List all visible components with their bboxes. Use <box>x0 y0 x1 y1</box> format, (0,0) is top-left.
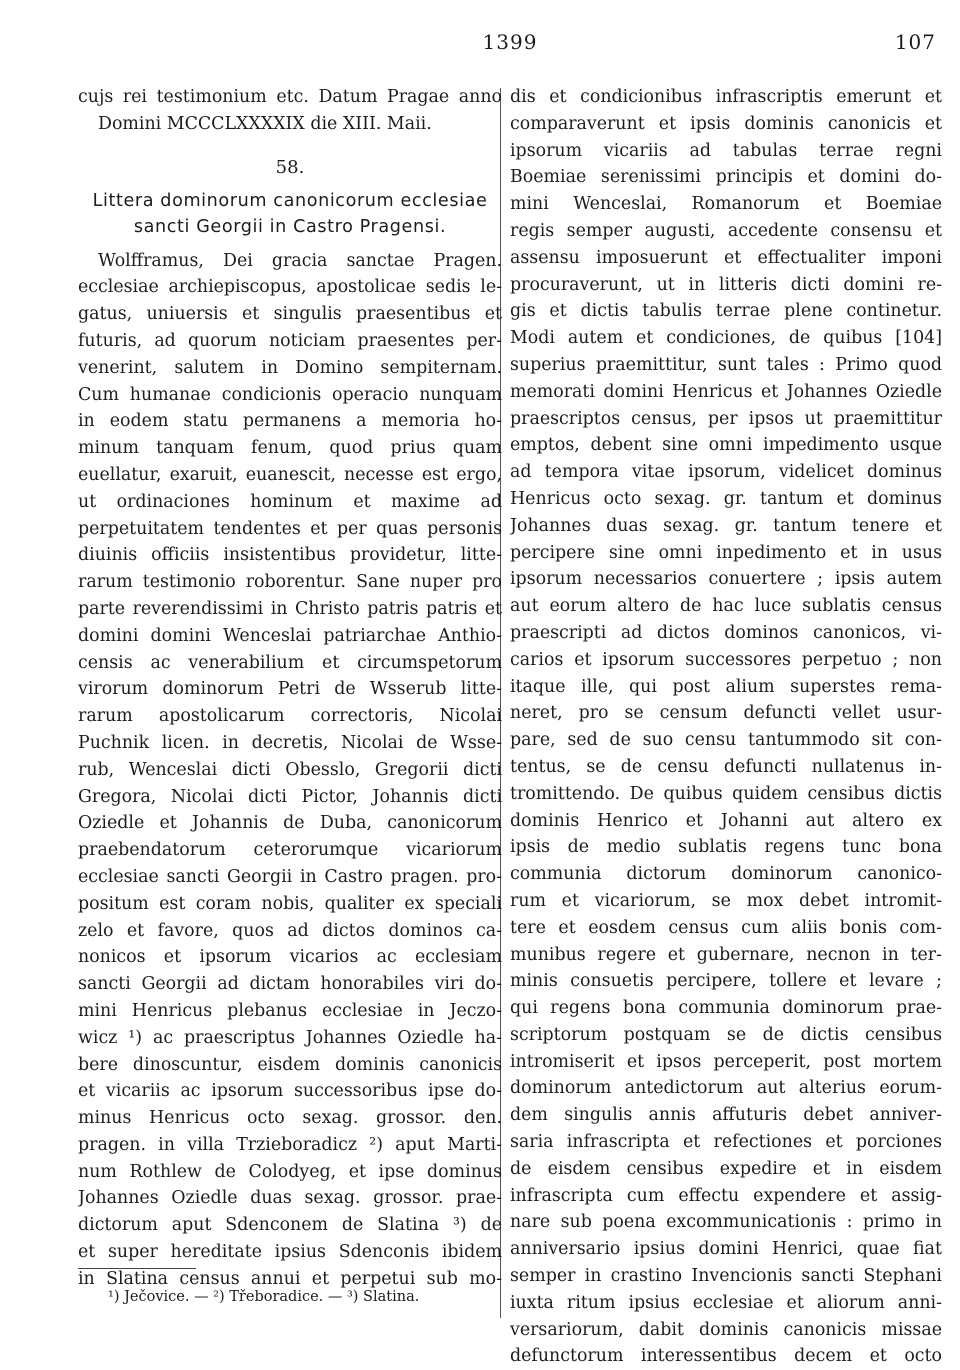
document-title-line: sancti Georgii in Castro Pragensi. <box>133 216 447 237</box>
text-line: intromiserit et ipsos perceperit, post mortem <box>510 1051 942 1072</box>
left-column <box>78 84 502 1293</box>
text-line: ipsorum vicariis ad tabulas terrae regni <box>510 140 942 161</box>
text-line: dominis Henrico et Johanni aut altero ex <box>510 810 942 831</box>
text-line: procuraverunt, ut in litteris dicti domini re- <box>510 274 942 295</box>
text-line: futuris, ad quorum noticiam praesentes per- <box>78 330 502 351</box>
text-line: gatus, uniuersis et singulis praesentibus et <box>78 304 502 325</box>
text-line: Oziedle et Johannis de Duba, canonicorum <box>78 813 502 834</box>
text-line: et super hereditate ipsius Sdenconis ibidem <box>78 1242 502 1263</box>
text-line: et vicariis ac ipsorum successoribus ipse do- <box>78 1081 502 1102</box>
text-line: tere et eosdem census cum aliis bonis com- <box>510 917 942 938</box>
text-line: Cum humanae condicionis operacio nunquam <box>78 384 502 405</box>
text-line: rum et vicariorum, se mox debet intromit- <box>510 890 942 911</box>
text-line: num Rothlew de Colodyeg, et ipse dominus <box>78 1161 502 1182</box>
text-line: nonicos et ipsorum vicarios ac ecclesiam <box>78 947 502 968</box>
left-body-text <box>78 248 502 1293</box>
text-line: mini Henricus plebanus ecclesiae in Jeczo- <box>78 1000 502 1021</box>
text-line: bere dinoscuntur, eisdem dominis canonicis <box>78 1054 502 1075</box>
title-gap <box>78 240 502 248</box>
text-line: praebendatorum ceterorumque vicariorum <box>78 840 502 861</box>
text-line: censis ac venerabilium et circumspetorum <box>78 652 502 673</box>
text-line: pare, sed de suo censu tantummodo sit con- <box>510 730 942 751</box>
text-line: emptos, debent sine omni impedimento usque <box>510 435 942 456</box>
text-line: praescriptos census, per ipsos ut praemittitur <box>510 408 942 429</box>
text-line: euellatur, exaruit, euanescit, necesse est ergo, <box>78 464 502 485</box>
text-line: Johannes Oziedle duas sexag. grossor. prae- <box>78 1188 502 1209</box>
text-line: praescripti ad dictos dominos canonicos, vi- <box>510 622 942 643</box>
text-line: infrascripta cum effectu expendere et assig- <box>510 1185 942 1206</box>
intro-line: Domini MCCCLXXXXIX die XIII. Maii. <box>98 113 432 134</box>
text-line: rarum testimonio roborentur. Sane nuper pro <box>78 572 502 593</box>
page-number: 107 <box>894 30 936 54</box>
text-line: minis consuetis percipere, tollere et levare ; <box>510 971 942 992</box>
text-line: qui regens bona communia dominorum prae- <box>510 998 942 1019</box>
text-line: Modi autem et condiciones, de quibus [104] <box>510 328 942 349</box>
text-line: diuinis officiis insistentibus providetur, litte- <box>78 545 502 566</box>
text-line: anniversario ipsius domini Henrici, quae fiat <box>510 1239 942 1260</box>
text-line: memorati domini Henricus et Johannes Oziedle <box>510 381 942 402</box>
text-line: zelo et favore, quos ad dictos dominos ca- <box>78 920 502 941</box>
text-line: assensu imposuerunt et effectualiter imponi <box>510 247 942 268</box>
text-line: parte reverendissimi in Christo patris patris et <box>78 598 502 619</box>
text-line: dominorum antedictorum aut alterius eorum- <box>510 1078 942 1099</box>
text-line: domini domini Wenceslai patriarchae Anthio- <box>78 625 502 646</box>
text-line: Henricus octo sexag. gr. tantum et dominus <box>510 488 942 509</box>
text-line: ecclesiae archiepiscopus, apostolicae sedis le- <box>78 277 502 298</box>
text-line: gis et dictis tabulis terrae plene continetur. <box>510 301 942 322</box>
text-line: dis et condicionibus infrascriptis emerunt et <box>510 87 942 107</box>
text-line: rub, Wenceslai dicti Obesslo, Gregorii dicti <box>78 759 502 780</box>
text-line: aut eorum altero de hac luce sublatis census <box>510 596 942 617</box>
text-line: minus Henricus octo sexag. grossor. den. <box>78 1108 502 1129</box>
text-line: Johannes duas sexag. gr. tantum tenere et <box>510 515 942 536</box>
text-line: tromittendo. De quibus quidem censibus dictis <box>510 783 942 804</box>
text-line: iuxta ritum ipsius ecclesiae et aliorum anni- <box>510 1292 942 1313</box>
text-line: in eodem statu permanens a memoria ho- <box>78 411 502 432</box>
text-line: semper in crastino Invencionis sancti Stephani <box>510 1266 942 1287</box>
text-line: ipsorum necessarios conuertere ; ipsis autem <box>510 569 942 590</box>
text-line: positum est coram nobis, qualiter ex speciali <box>78 893 502 914</box>
footnotes: ¹) Ječovice. — ²) Třeboradice. — ³) Slatina. <box>108 1289 420 1305</box>
text-line: de eisdem censibus expedire et in eisdem <box>510 1158 942 1179</box>
document-title-line: Littera dominorum canonicorum ecclesiae <box>92 190 488 211</box>
right-column <box>510 84 942 1370</box>
text-line: munibus regere et gubernare, necnon in ter- <box>510 944 942 965</box>
text-line: mini Wenceslai, Romanorum et Boemiae <box>510 194 942 215</box>
running-header-year: 1399 <box>482 30 538 54</box>
text-line: venerint, salutem in Domino sempiternam. <box>78 357 502 378</box>
text-line: wicz ¹) ac praescriptus Johannes Oziedle ha- <box>78 1027 502 1048</box>
text-line: dem singulis annis affuturis debet anniver- <box>510 1105 942 1126</box>
text-line: scriptorum postquam se de dictis censibus <box>510 1024 942 1045</box>
text-line: communia dictorum dominorum canonico- <box>510 864 942 885</box>
text-line: dictorum aput Sdenconem de Slatina ³) de <box>78 1215 502 1236</box>
intro-line: cujs rei testimonium etc. Datum Pragae anno <box>78 87 502 107</box>
text-line: nare sub poena excommunicationis : primo in <box>510 1212 942 1233</box>
text-line: minum tanquam fenum, quod prius quam <box>78 438 502 459</box>
right-body-text <box>510 84 942 1370</box>
text-line: neret, pro se censum defuncti vellet usur- <box>510 703 942 724</box>
text-line: itaque ille, qui post alium superstes rema- <box>510 676 942 697</box>
text-line: Puchnik licen. in decretis, Nicolai de Wsse- <box>78 732 502 753</box>
text-line: tentus, se de censu defuncti nullatenus in- <box>510 756 942 777</box>
text-line: defunctorum interessentibus decem et octo <box>510 1346 942 1367</box>
text-line: percipere sine omni inpedimento et in usus <box>510 542 942 563</box>
document-number: 58. <box>275 156 305 178</box>
footnote-separator <box>78 1268 196 1269</box>
text-line: ecclesiae sancti Georgii in Castro pragen. pro- <box>78 866 502 887</box>
text-line: ut ordinaciones hominum et maxime ad <box>78 491 502 512</box>
text-line: pragen. in villa Trzieboradicz ²) aput Marti- <box>78 1134 502 1155</box>
text-line: Boemiae serenissimi principis et domini do- <box>510 167 942 188</box>
text-line: superius praemittitur, sunt tales : Primo quod <box>510 354 942 375</box>
text-line: Wolfframus, Dei gracia sanctae Pragen. <box>98 250 502 271</box>
text-line: comparaverunt et ipsis dominis canonicis et <box>510 113 942 134</box>
text-line: versariorum, dabit dominis canonicis missae <box>510 1319 942 1340</box>
text-line: regis semper augusti, accedente consensu et <box>510 220 942 241</box>
text-line: sancti Georgii ad dictam honorabiles viri do- <box>78 974 502 995</box>
text-line: carios et ipsorum successores perpetuo ; non <box>510 649 942 670</box>
text-line: saria infrascripta et refectiones et porciones <box>510 1132 942 1153</box>
text-line: ipsis de medio sublatis regens tunc bona <box>510 837 942 858</box>
text-line: virorum dominorum Petri de Wsserub litte- <box>78 679 502 700</box>
text-line: rarum apostolicarum correctoris, Nicolai <box>78 706 502 727</box>
text-line: Gregora, Nicolai dicti Pictor, Johannis dicti <box>78 786 502 807</box>
text-line: ad tempora vitae ipsorum, videlicet dominus <box>510 462 942 483</box>
text-line: in Slatina census annui et perpetui sub mo- <box>78 1268 502 1289</box>
text-line: perpetuitatem tendentes et per quas personis <box>78 518 502 539</box>
